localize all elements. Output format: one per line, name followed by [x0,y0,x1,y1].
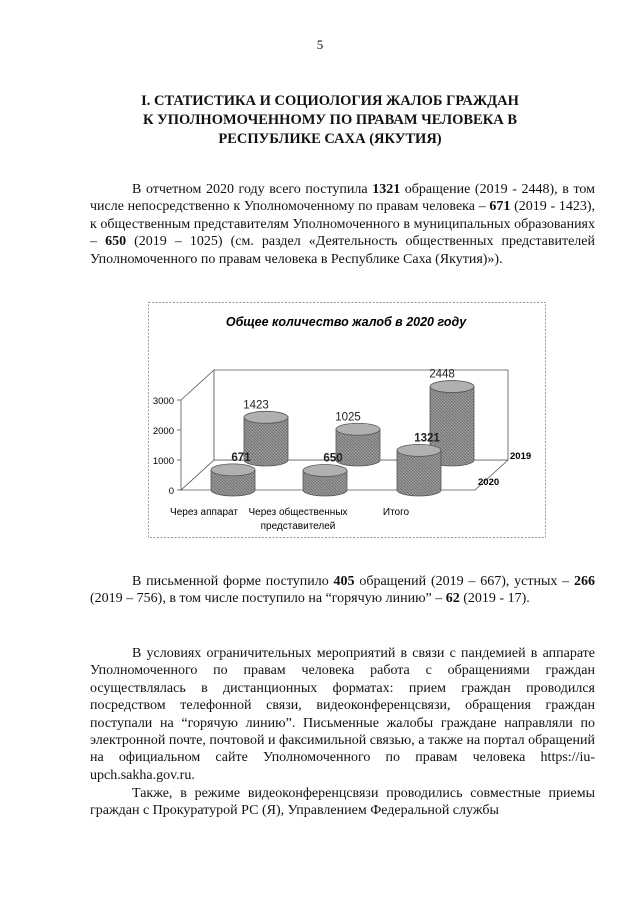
chart-bar-top [244,411,288,423]
text-run: обращений (2019 – 667), устных – [354,574,574,589]
data-label: 671 [231,451,251,464]
written-value: 405 [333,574,355,589]
chart-bar-top [430,381,474,393]
y-tick-label: 2000 [152,426,174,437]
text-run: В отчетном 2020 году всего поступила [132,182,373,197]
representatives-2020-value: 650 [105,234,127,250]
y-tick-label: 0 [168,486,174,497]
chart-bar [244,417,288,466]
heading-line: РЕСПУБЛИКЕ САХА (ЯКУТИЯ) [218,131,442,147]
text-run: Также, в режиме видеоконференцсвязи проводились совместные приемы граждан с Прокуратурой РС (Я), Управлением Федеральной службы [90,786,595,819]
data-label: 2448 [429,368,455,381]
category-label: представителей [260,521,336,532]
chart-bar-top [336,423,380,435]
heading-line: I. СТАТИСТИКА И СОЦИОЛОГИЯ ЖАЛОБ ГРАЖДАН [141,93,519,109]
total-2020-value: 1321 [372,182,401,197]
data-label: 1423 [243,399,269,412]
data-label: 1321 [414,432,440,445]
text-run: (2019 - 1423), к общественным представителям Уполномоченного в муниципальных образованиях – [90,199,595,250]
text-run: обращение (2019 - 2448), в том числе непосредственно к Уполномоченному по правам человека – [90,182,595,215]
hotline-value: 62 [445,591,460,607]
y-tick-label: 1000 [152,456,174,467]
category-label: Итого [382,507,410,518]
complaints-chart [148,302,546,538]
page-number: 5 [316,37,324,52]
text-run: В письменной форме поступило [132,574,334,589]
paragraph-totals [90,181,595,268]
oral-value: 266 [573,574,595,589]
category-label: Через общественных [248,507,348,518]
text-run: (2019 – 1025) (см. раздел «Деятельность общественных представителей Уполномоченного по правам человека в Республике Саха (Якутия)»). [90,234,595,267]
series-label: 2020 [478,477,500,488]
chart-bar-top [211,464,255,476]
chart-svg [148,302,546,538]
paragraph-forms [90,573,595,608]
text-run: (2019 – 756), в том числе поступило на “горячую линию” – [90,591,446,607]
text-run: (2019 - 17). [459,591,530,607]
data-label: 1025 [335,411,361,424]
section-heading [100,92,560,149]
y-tick-label: 3000 [152,396,174,407]
direct-2020-value: 671 [489,199,511,215]
paragraph-joint-receptions [90,785,595,820]
chart-bar-top [397,444,441,456]
chart-title: Общее количество жалоб в 2020 году [225,315,467,329]
series-label: 2019 [510,451,532,462]
chart-bar [397,450,441,496]
data-label: 650 [323,452,343,465]
chart-bar-top [303,465,347,477]
category-label: Через аппарат [170,507,238,518]
paragraph-remote-work [90,645,595,784]
text-run: В условиях ограничительных мероприятий в связи с пандемией в аппарате Уполномоченного по правам человека работа с обращениями граждан осуществлялась в дистанционных форматах: прием граждан проводился посредством телефонной связи, видеоконференцсвязи, обращения граждан поступали на “горячую линию”. Письменные жалобы граждане направляли по электронной почте, почтовой и факсимильной связью, а также на портал обращений на официальном сайте Уполномоченного по правам человека https://iu-upch.sakha.gov.ru. [90,646,595,783]
heading-line: К УПОЛНОМОЧЕННОМУ ПО ПРАВАМ ЧЕЛОВЕКА В [143,112,517,128]
